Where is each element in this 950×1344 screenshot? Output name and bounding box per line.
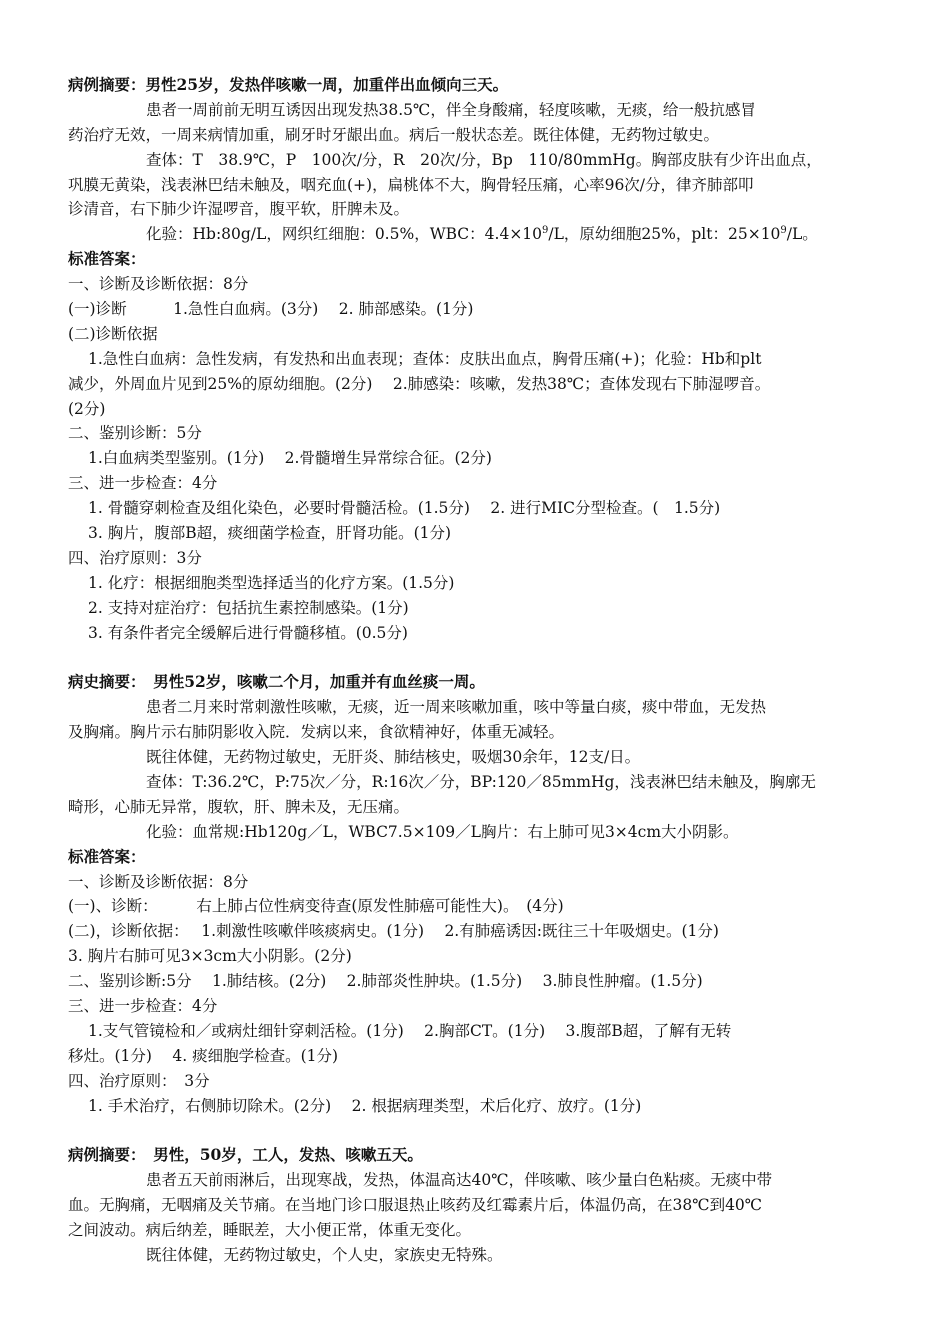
answer-line: (二)诊断依据	[68, 324, 158, 343]
answer-heading: 三、进一步检查：4分	[68, 996, 218, 1015]
answer-heading: 二、鉴别诊断：5分	[68, 424, 202, 443]
answer-line: 1.支气管镜检和／或病灶细针穿刺活检。(1分) 2.胸部CT。(1分) 3.腹部B超，了解有无转	[88, 1021, 732, 1040]
case2-exam-line: 查体：T:36.2℃，P:75次／分，R:16次／分，BP:120／85mmHg，浅表淋巴结未触及，胸廓无	[146, 772, 816, 791]
answer-line: 移灶。(1分) 4. 痰细胞学检查。(1分)	[68, 1046, 339, 1065]
answer-line: 3. 胸片，腹部B超，痰细菌学检查，肝肾功能。(1分)	[88, 524, 452, 543]
case2-lab-line: 化验：血常规:Hb120g／L，WBC7.5×109／L胸片：右上肺可见3×4cm大小阴影。	[146, 822, 739, 841]
answer-line: 1.急性白血病：急性发病，有发热和出血表现；查体：皮肤出血点，胸骨压痛(+)；化验：Hb和plt	[88, 349, 762, 368]
answer-line: 2. 支持对症治疗：包括抗生素控制感染。(1分)	[88, 598, 409, 617]
answer-line: 1. 手术治疗，右侧肺切除术。(2分) 2. 根据病理类型，术后化疗、放疗。(1分)	[88, 1096, 642, 1115]
answer-line: 3. 有条件者完全缓解后进行骨髓移植。(0.5分)	[88, 623, 408, 642]
section-gap	[68, 1118, 888, 1143]
answer-line: 1. 化疗：根据细胞类型选择适当的化疗方案。(1.5分)	[88, 573, 455, 592]
answer-line: (一)、诊断： 右上肺占位性病变待查(原发性肺癌可能性大)。 (4分)	[68, 897, 564, 916]
case1-history-line: 患者一周前前无明互诱因出现发热38.5℃，伴全身酸痛，轻度咳嗽，无痰，给一般抗感冒	[146, 100, 756, 119]
lab-text: /L。	[786, 225, 818, 244]
answer-line: 减少，外周血片见到25%的原幼细胞。(2分) 2.肺感染：咳嗽，发热38℃；查体发现右下肺湿啰音。	[68, 374, 771, 393]
case2-past-history: 既往体健，无药物过敏史，无肝炎、肺结核史，吸烟30余年，12支/日。	[146, 748, 641, 767]
answer-heading: 四、治疗原则： 3分	[68, 1071, 210, 1090]
case3-past-history: 既往体健，无药物过敏史，个人史，家族史无特殊。	[146, 1245, 503, 1264]
case2-history-line: 及胸痛。胸片示右肺阴影收入院．发病以来，食欲精神好，体重无减轻。	[68, 723, 565, 742]
case1-summary: 病例摘要：男性25岁，发热伴咳嗽一周，加重伴出血倾向三天。	[68, 75, 509, 94]
answer-heading: 一、诊断及诊断依据：8分	[68, 275, 249, 294]
case2-answer-title: 标准答案：	[68, 846, 146, 866]
case3-history-line: 血。无胸痛，无咽痛及关节痛。在当地门诊口服退热止咳药及红霉素片后，体温仍高，在38℃到40℃	[68, 1196, 763, 1215]
answer-line: 1. 骨髓穿刺检查及组化染色，必要时骨髓活检。(1.5分) 2. 进行MIC分型检查。( 1.5分)	[88, 499, 721, 518]
answer-heading: 一、诊断及诊断依据：8分	[68, 872, 249, 891]
exponent: 9	[780, 225, 787, 237]
case3-history-line: 患者五天前雨淋后，出现寒战，发热，体温高达40℃，伴咳嗽、咳少量白色粘痰。无痰中带	[146, 1171, 773, 1190]
case1-answer-title: 标准答案：	[68, 249, 146, 269]
lab-text: 化验：Hb:80g/L，网织红细胞：0.5%，WBC：4.4×10	[146, 225, 543, 244]
case2-summary: 病史摘要： 男性52岁，咳嗽二个月，加重并有血丝痰一周。	[68, 672, 485, 692]
answer-heading: 四、治疗原则：3分	[68, 548, 202, 567]
case1-exam-line: 巩膜无黄染，浅表淋巴结未触及，咽充血(+)，扁桃体不大，胸骨轻压痛，心率96次/分，律齐肺部叩	[68, 175, 754, 194]
answer-line: (2分)	[68, 399, 106, 418]
case1-exam-line: 诊清音，右下肺少许湿啰音，腹平软，肝脾未及。	[68, 200, 410, 219]
case3-history-line: 之间波动。病后纳差，睡眠差，大小便正常，体重无变化。	[68, 1220, 472, 1239]
answer-line: 3. 胸片右肺可见3×3cm大小阴影。(2分)	[68, 947, 352, 966]
case3-summary: 病例摘要： 男性，50岁，工人，发热、咳嗽五天。	[68, 1145, 423, 1165]
case1-lab-line	[68, 222, 888, 247]
answer-heading: 二、鉴别诊断:5分 1.肺结核。(2分) 2.肺部炎性肿块。(1.5分) 3.肺良性肿瘤。(1.5分)	[68, 972, 703, 991]
case1-history-line: 药治疗无效，一周来病情加重，刷牙时牙龈出血。病后一般状态差。既往体健，无药物过敏史。	[68, 125, 720, 144]
lab-text: /L，原幼细胞25%，plt：25×10	[548, 225, 781, 244]
answer-line: 1.白血病类型鉴别。(1分) 2.骨髓增生异常综合征。(2分)	[88, 449, 492, 468]
case2-history-line: 患者二月来时常刺激性咳嗽，无痰，近一周来咳嗽加重，咳中等量白痰，痰中带血，无发热	[146, 698, 767, 717]
exponent: 9	[542, 225, 549, 237]
document-page	[68, 73, 888, 1268]
section-gap	[68, 645, 888, 670]
answer-line: (二)，诊断依据： 1.刺激性咳嗽伴咳痰病史。(1分) 2.有肺癌诱因:既往三十年吸烟史。(1分)	[68, 922, 719, 941]
answer-line: (一)诊断 1.急性白血病。(3分) 2. 肺部感染。(1分)	[68, 300, 474, 319]
case1-exam-line: 查体：T 38.9℃，P 100次/分，R 20次/分，Bp 110/80mmHg。胸部皮肤有少许出血点，	[146, 150, 822, 169]
answer-heading: 三、进一步检查：4分	[68, 474, 218, 493]
case2-exam-line: 畸形，心肺无异常，腹软，肝、脾未及，无压痛。	[68, 797, 410, 816]
